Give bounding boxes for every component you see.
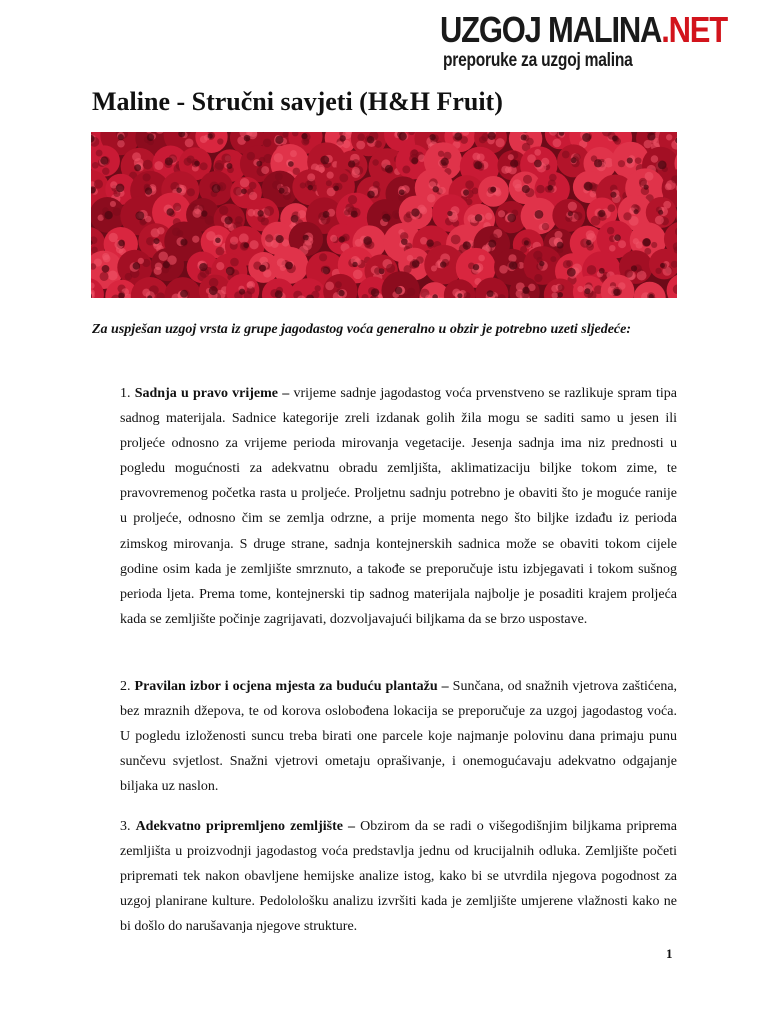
item-text: Sunčana, od snažnih vjetrova zaštićena, bez mraznih džepova, te od korova oslobođena lokacija se preporučuje za uzgoj jagodastog voća. U pogledu izloženosti suncu treba birati one parcele koje najmanje polovinu dana primaju punu sunčevu svjetlost. Snažni vjetrovi ometaju oprašivanje, i onemogućavaju adekvatno odgajanje biljaka uz naslon. (120, 679, 678, 795)
item-text: Obzirom da se radi o višegodišnjim biljkama priprema zemljišta u proizvodnji jagodastog voća predstavlja jednu od krucijalnih odluka. Zemljište početi pripremati tek nakon obavljene hemijske analize istog, kako bi se utvrdila njegova pogodnost za uzgoj planirane kulture. Pedolološku analizu izvršiti kada je zemljište umjerene vlažnosti kako ne bi došlo do narušavanja njegove strukture. (120, 819, 677, 935)
logo-wordmark (440, 9, 727, 50)
site-logo (440, 9, 727, 76)
list-item (120, 381, 677, 632)
logo-tagline: preporuke za uzgoj malina (443, 50, 633, 71)
item-text: vrijeme sadnje jagodastog voća prvenstveno se razlikuje spram tipa sadnog materijala. Sadnice kategorije zreli izdanak golih žila mogu se saditi samo u jesen ili proljeće odnosno za vrijeme perioda mirovanja vegetacije. Jesenja sadnja ima niz prednosti u pogledu mogućnosti za adekvatnu obradu zemljišta, aklimatizaciju biljke tokom zime, te pravovremenog početka rasta u proljeće. Proljetnu sadnju potrebno je obaviti što je moguće ranije u proljeće, odnosno čim se zemlja odrzne, a prije momenta nego što biljke izdađu iz perioda zimskog mirovanja. S druge strane, sadnja kontejnerskih sadnica može se obaviti tokom cijele godine osim kada je zemljište smrznuto, a takođe se preporučuje istu izbjegavati i tokom sušnog perioda ljeta. Prema tome, kontejnerski tip sadnog materijala najbolje je posaditi krajem proljeća kada se zemljište počinje zagrijavati, dozvoljavajući biljkama da se brzo uspostave. (120, 386, 678, 627)
logo-brand-suffix: .NET (661, 9, 727, 50)
item-separator: – (282, 386, 290, 401)
intro-paragraph: Za uspješan uzgoj vrsta iz grupe jagodastog voća generalno u obzir je potrebno uzeti sljedeće: (92, 322, 632, 337)
logo-brand-main: UZGOJ MALINA (440, 9, 662, 50)
list-item (120, 814, 677, 954)
item-heading: Adekvatno pripremljeno zemljište (135, 819, 343, 834)
item-heading: Pravilan izbor i ocjena mjesta za buduću plantažu (134, 679, 438, 694)
list-item (120, 674, 677, 799)
page-title: Maline - Stručni savjeti (H&H Fruit) (92, 87, 503, 116)
raspberries-image (91, 132, 677, 298)
item-heading: Sadnja u pravo vrijeme (134, 386, 279, 401)
item-number: 3. (120, 819, 131, 834)
raspberries-photo (91, 132, 677, 298)
item-separator: – (441, 679, 449, 694)
item-separator: – (348, 819, 356, 834)
item-number: 1. (120, 386, 131, 401)
page-number: 1 (666, 946, 673, 961)
item-number: 2. (120, 679, 131, 694)
